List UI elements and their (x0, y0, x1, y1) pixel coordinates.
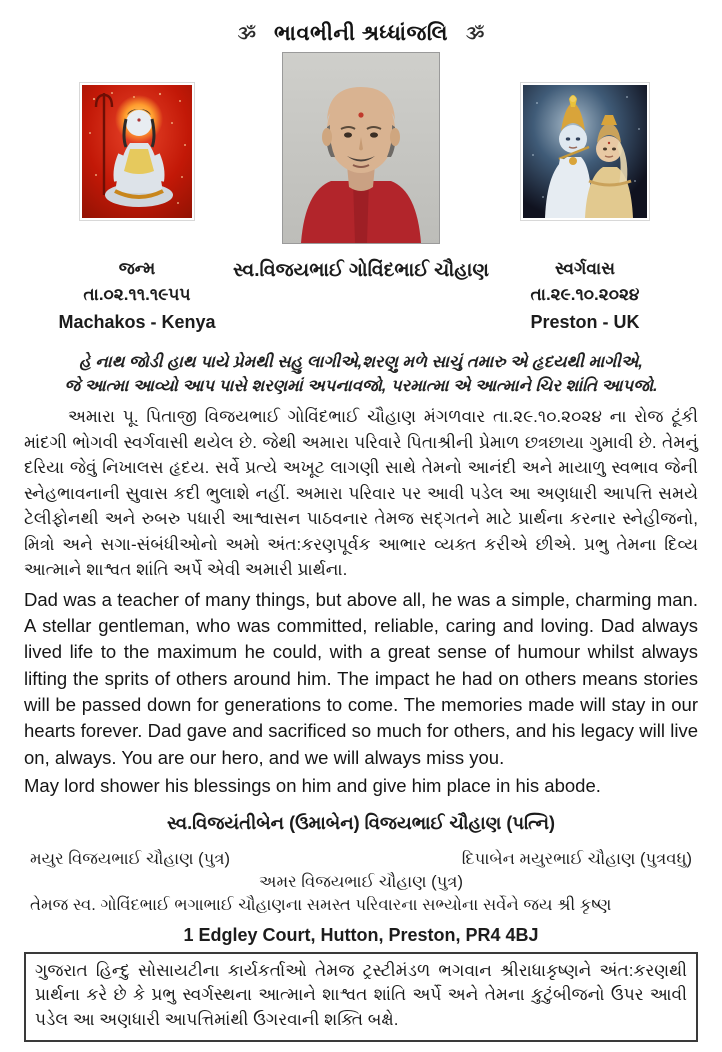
page-title: ભાવભીની શ્રધ્ધાંજલિ (274, 22, 448, 45)
birth-place: Machakos - Kenya (58, 311, 216, 332)
son2-name: અમર વિજયભાઈ ચૌહાણ (પુત્ર) (259, 872, 463, 891)
page-header (24, 22, 698, 46)
prayer-couplet-line1: હે નાથ જોડી હાથ પાયે પ્રેમથી સહુ લાગીએ,શરણુ મળે સાચું તમારુ એ હૃદયથી માગીએ, (79, 352, 643, 371)
portrait-photo-frame (282, 52, 440, 244)
birth-date: તા.૦૨.૧૧.૧૯૫૫ (83, 285, 191, 305)
prayer-couplet-line2: જે આત્મા આવ્યો આપ પાસે શરણમાં અપનાવજો, પરમાત્મા એ આત્માને ચિર શાંતિ આપજો. (64, 376, 658, 395)
gujarati-tribute-paragraph: અમારા પૂ. પિતાજી વિજયભાઈ ગોવિંદભાઈ ચૌહાણ મંગળવાર તા.૨૯.૧૦.૨૦૨૪ ના રોજ ટૂંકી માંદગી ભોગવી સ્વર્ગવાસી થયેલ છે. જેથી અમારા પરિવારે પિતાશ્રીની પ્રેમાળ છત્રછાયા ગુમાવી છે. તેમનું દરિયા જેવું નિખાલસ હૃદય. સર્વે પ્રત્યે અખૂટ લાગણી સાથે તેમનો આનંદી અને માયાળુ સ્વભાવ જેની સ્નેહભાવનાની સુવાસ કદી ભુલાશે નહીં. અમારા પરિવાર પર આવી પડેલ આ અણધારી આપત્તિ સમયે ટેલીફોનથી અને રુબરુ પધારી આશ્વાસન પાઠવનાર તેમજ સદ્ગતને માટે પ્રાર્થના કરનાર સ્નેહીજનો, મિત્રો અને સગા-સંબંધીઓનો અમો અંત:કરણપૂર્વક આભાર વ્યક્ત કરીએ છીએ. પ્રભુ તેમના દિવ્ય આત્માને શાશ્વત શાંતિ અર્પે એવી અમારી પ્રાર્થના. (24, 407, 698, 580)
info-row (24, 246, 698, 337)
radha-krishna-image-frame (520, 82, 650, 221)
children-names-row (24, 850, 698, 869)
society-note-box: ગુજરાત હિન્દુ સોસાયટીના કાર્યકર્તાઓ તેમજ ટ્રસ્ટીમંડળ ભગવાન શ્રીરાધાકૃષ્ણને અંત:કરણથી પ્રાર્થના કરે છે કે પ્રભુ સ્વર્ગસ્થના આત્માને શાશ્વત શાંતિ અર્પે અને તેમના કુટુંબીજનો ઉપર આવી પડેલ આ અણધારી આપત્તિમાંથી ઉગરવાની શક્તિ બક્ષે. (24, 952, 698, 1042)
right-figure-column (472, 52, 698, 244)
images-row (24, 52, 698, 244)
death-info-column (472, 246, 698, 337)
son1-name: મયુર વિજયભાઈ ચૌહાણ (પુત્ર) (30, 849, 231, 868)
daughter-in-law-name: દિપાબેન મયુરભાઈ ચૌહાણ (પુત્રવધુ) (461, 849, 692, 868)
death-date: તા.૨૯.૧૦.૨૦૨૪ (530, 285, 640, 305)
radha-krishna-deity-image (523, 85, 647, 218)
om-icon: ૐ (465, 24, 485, 43)
english-tribute-paragraph: Dad was a teacher of many things, but above all, he was a simple, charming man. A stellar gentleman, who was committed, reliable, caring and loving. Dad always lived life to the maximum he could, with a great sense of humour whilst always lifting the sprits of others around him. The impact he had on others means stories will be passed down for generations to come. The memories made will stay in our hearts forever. Dad gave and sacrificed so much for others, and his legacy will live on, always. You are our hero, and we will always miss you. (24, 588, 698, 768)
om-icon: ૐ (237, 24, 256, 43)
prayer-couplet (24, 351, 698, 399)
left-figure-column (24, 52, 250, 244)
death-info (530, 256, 639, 337)
center-figure-column (250, 52, 472, 244)
death-place: Preston - UK (530, 311, 640, 332)
birth-info-column (24, 246, 250, 337)
shiva-image-frame (79, 82, 195, 221)
death-label: સ્વર્ગવાસ (555, 259, 615, 278)
extended-family-line: તેમજ સ્વ. ગોવિંદભાઈ ભગાભાઈ ચૌહાણના સમસ્ત પરિવારના સભ્યોના સર્વેને જય શ્રી કૃષ્ણ (30, 895, 612, 914)
name-column (233, 246, 489, 337)
deceased-name: સ્વ.વિજયભાઈ ગોવિંદભાઈ ચૌહાણ (233, 260, 489, 281)
address-line: 1 Edgley Court, Hutton, Preston, PR4 4BJ (183, 924, 539, 945)
blessing-line: May lord shower his blessings on him and give him place in his abode. (24, 774, 601, 796)
birth-info (58, 256, 215, 337)
wife-name-line: સ્વ.વિજયંતીબેન (ઉમાબેન) વિજયભાઈ ચૌહાણ (પત્નિ) (166, 812, 556, 833)
shiva-deity-image (82, 85, 192, 218)
deceased-portrait-photo (283, 53, 439, 243)
birth-label: જન્મ (118, 259, 156, 278)
